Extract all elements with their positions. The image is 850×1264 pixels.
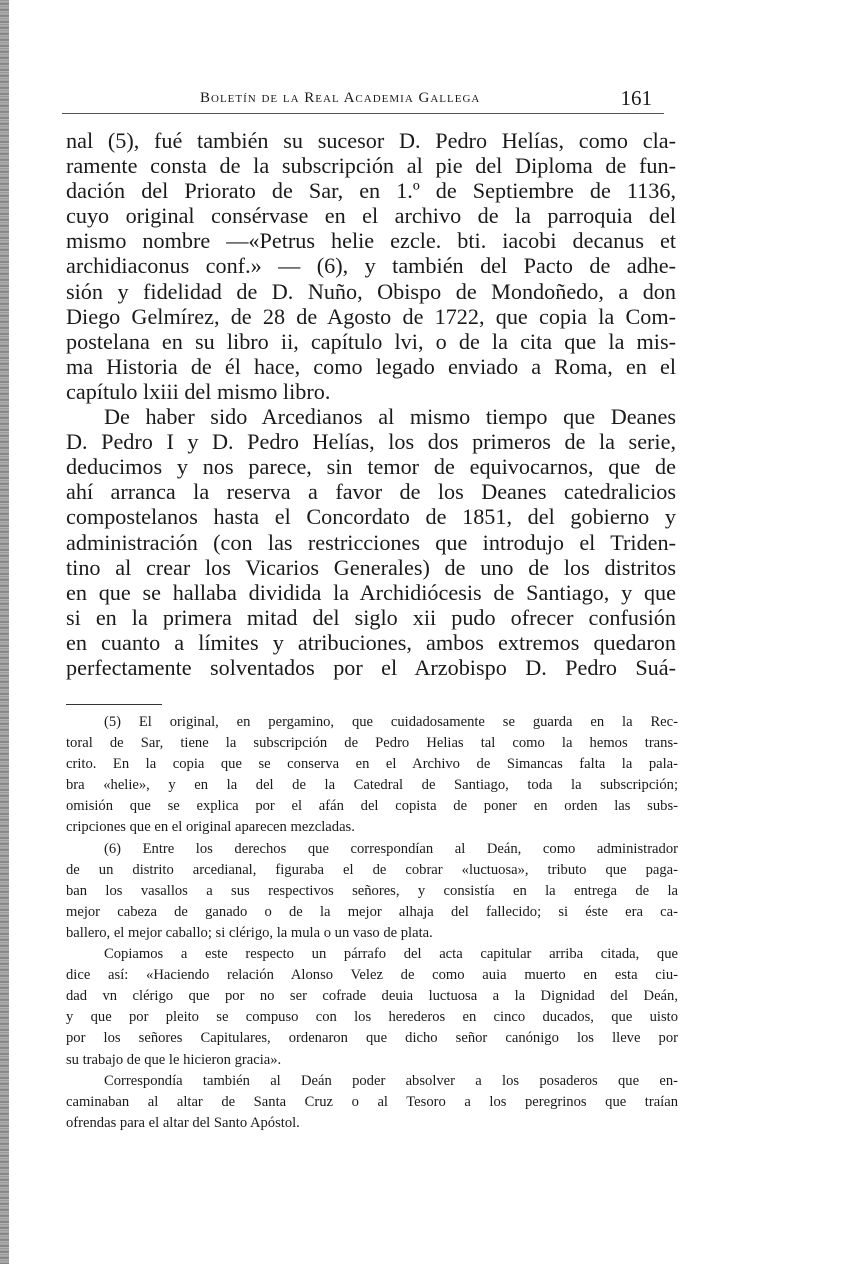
- footnote-line: de un distrito arcedianal, figuraba el de cobrar «luctuosa», tributo que paga-: [66, 861, 678, 878]
- text-line: cuyo original consérvase en el archivo de la parroquia del: [66, 203, 676, 229]
- text-line: Diego Gelmírez, de 28 de Agosto de 1722, que copia la Com-: [66, 303, 676, 329]
- footnote-line: mejor cabeza de ganado o de la mejor alhaja del fallecido; si éste era ca-: [66, 903, 678, 920]
- footnote-line: toral de Sar, tiene la subscripción de Pedro Helias tal como la hemos trans-: [66, 735, 678, 752]
- footnote-5-start: (5) El original, en pergamino, que cuidadosamente se guarda en la Rec-: [104, 714, 678, 730]
- text-line: nal (5), fué también su sucesor D. Pedro Helías, como cla-: [66, 128, 676, 153]
- text-line: perfectamente solventados por el Arzobispo D. Pedro Suá-: [66, 654, 676, 680]
- text-line: en cuanto a límites y atribuciones, ambos extremos quedaron: [66, 629, 676, 655]
- text-line: en que se hallaba dividida la Archidiócesis de Santiago, y que: [66, 579, 676, 605]
- text-line: ahí arranca la reserva a favor de los Deanes catedralicios: [66, 479, 676, 505]
- footnote-line-end: cripciones que en el original aparecen mezcladas.: [66, 819, 355, 836]
- text-line: dación del Priorato de Sar, en 1.º de Septiembre de 1136,: [66, 178, 676, 204]
- footnote-6-start: (6) Entre los derechos que correspondían al Deán, como administrador: [104, 840, 678, 857]
- footnote-line: caminaban al altar de Santa Cruz o al Tesoro a los peregrinos que traían: [66, 1093, 678, 1110]
- footnote-line: dad vn clérigo que por no ser cofrade deuia luctuosa a la Dignidad del Deán,: [66, 988, 678, 1005]
- footnote-line-end: ofrendas para el altar del Santo Apóstol.: [66, 1114, 300, 1131]
- footnote-line-end: ballero, el mejor caballo; si clérigo, la mula o un vaso de plata.: [66, 924, 433, 941]
- footnote-line-end: su trabajo de que le hicieron gracia».: [66, 1051, 282, 1068]
- footnote-line: ban los vasallos a sus respectivos señores, y consistía en la entrega de la: [66, 882, 678, 899]
- text-line: postelana en su libro ii, capítulo lvi, o de la cita que la mis-: [66, 328, 676, 354]
- text-line: tino al crear los Vicarios Generales) de uno de los distritos: [66, 554, 676, 580]
- footnote-separator: [66, 704, 162, 705]
- main-text-block: [66, 128, 676, 680]
- footnote-paragraph-start: Copiamos a este respecto un párrafo del acta capitular arriba citada, que: [104, 946, 678, 963]
- text-line: D. Pedro I y D. Pedro Helías, los dos primeros de la serie,: [66, 429, 676, 455]
- footnote-line: omisión que se explica por el afán del copista de poner en orden las subs-: [66, 798, 678, 815]
- text-line: deducimos y nos parece, sin temor de equivocarnos, que de: [66, 454, 676, 480]
- footnote-line: por los señores Capitulares, ordenaron que dicho señor canónigo los lleve por: [66, 1030, 678, 1047]
- text-line: compostelanos hasta el Concordato de 1851, del gobierno y: [66, 504, 676, 530]
- text-line-paragraph-start: De haber sido Arcedianos al mismo tiempo que Deanes: [104, 404, 676, 430]
- footnote-line: dice así: «Haciendo relación Alonso Velez de como auia muerto en esta ciu-: [66, 967, 678, 984]
- text-line: ma Historia de él hace, como legado enviado a Roma, en el: [66, 353, 676, 379]
- footnote-line: crito. En la copia que se conserva en el Archivo de Simancas falta la pala-: [66, 756, 678, 773]
- text-line: ramente consta de la subscripción al pie del Diploma de fun-: [66, 153, 676, 179]
- footnote-line: y que por pleito se compuso con los herederos en cinco ducados, que uisto: [66, 1009, 678, 1026]
- text-line-paragraph-end: capítulo lxiii del mismo libro.: [66, 378, 331, 404]
- page-binding-edge: [0, 0, 9, 1264]
- text-line: administración (con las restricciones que introdujo el Triden-: [66, 529, 676, 555]
- text-line: mismo nombre —«Petrus helie ezcle. bti. iacobi decanus et: [66, 228, 676, 254]
- text-line: archidiaconus conf.» — (6), y también del Pacto de adhe-: [66, 253, 676, 279]
- page-header: [62, 86, 664, 114]
- page-number: 161: [620, 86, 652, 110]
- footnote-line: bra «helie», y en la del de la Catedral de Santiago, toda la subscripción;: [66, 777, 678, 794]
- footnote-paragraph-start: Correspondía también al Deán poder absolver a los posaderos que en-: [104, 1072, 678, 1089]
- header-rule: [62, 113, 664, 114]
- text-line: sión y fidelidad de D. Nuño, Obispo de Mondoñedo, a don: [66, 278, 676, 304]
- running-title: Boletín de la Real Academia Gallega: [200, 90, 481, 106]
- footnotes-block: [66, 712, 678, 1134]
- text-line: si en la primera mitad del siglo xii pudo ofrecer confusión: [66, 604, 676, 630]
